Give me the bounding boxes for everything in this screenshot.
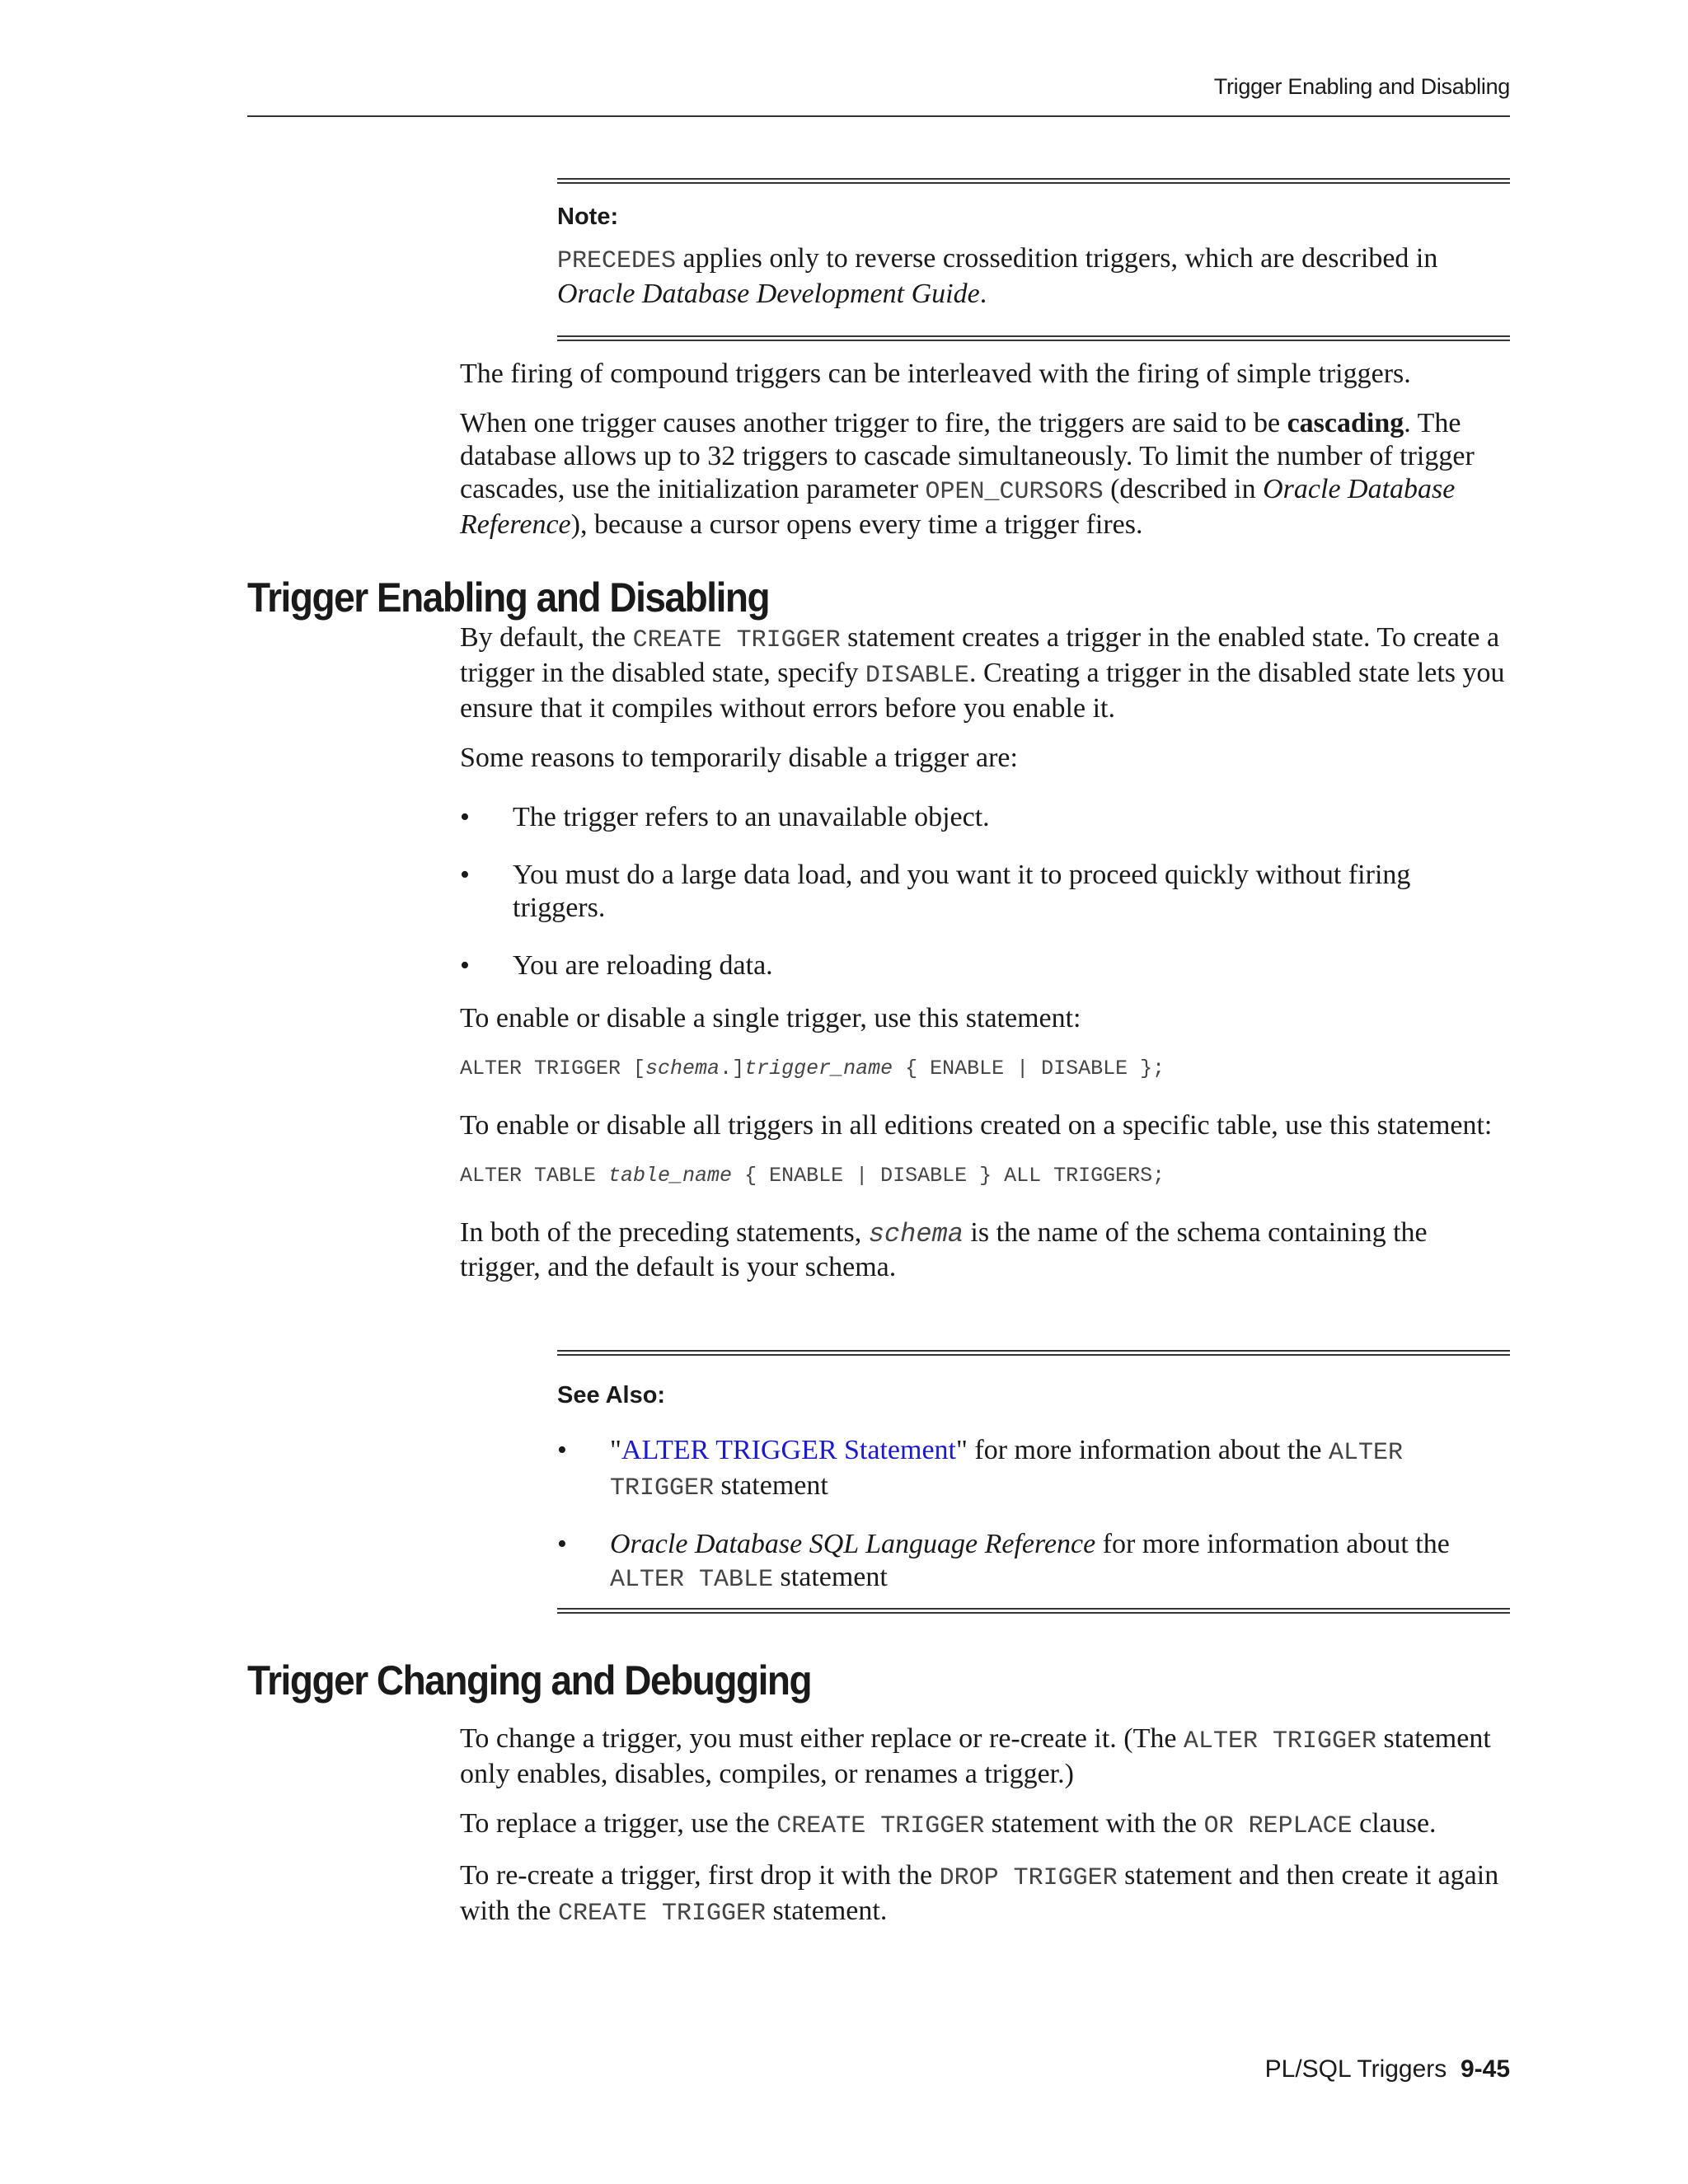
- intro-p2-c: (described in: [1103, 474, 1264, 504]
- code-disable: DISABLE: [865, 662, 969, 690]
- note-text-body: applies only to reverse crossedition triggers, which are described in: [676, 243, 1438, 274]
- s1-paragraph-2: Some reasons to temporarily disable a trigger are:: [460, 743, 1018, 773]
- s2-p1-a: To change a trigger, you must either replace or re-create it. (The: [460, 1723, 1184, 1754]
- running-header: Trigger Enabling and Disabling: [1213, 74, 1510, 99]
- note-text-end: .: [979, 279, 987, 309]
- code-open-cursors: OPEN_CURSORS: [925, 478, 1104, 506]
- see-also-item1-end: statement: [714, 1470, 828, 1501]
- s2-p2-b: statement with the: [984, 1808, 1204, 1839]
- note-book-title: Oracle Database Development Guide: [557, 279, 980, 309]
- code-or-replace: OR REPLACE: [1203, 1812, 1353, 1840]
- s1-paragraph-5: [460, 1216, 1510, 1284]
- see-also-item2-text: for more information about the: [1095, 1529, 1450, 1559]
- note-title: Note:: [557, 204, 619, 230]
- code-create-trigger: CREATE TRIGGER: [632, 626, 841, 654]
- s1-paragraph-3: To enable or disable a single trigger, use this statement:: [460, 1003, 1081, 1033]
- note-text: [557, 242, 1497, 311]
- s2-p3-a: To re-create a trigger, first drop it with the: [460, 1860, 940, 1891]
- code-schema: schema: [868, 1219, 964, 1249]
- note-box: [557, 178, 1510, 341]
- intro-p2-b: . The database allows up to 32 triggers to cascade simultaneously. To limit the number of trigger cascades, use the initialization parameter: [460, 408, 1475, 504]
- s2-paragraph-2: [460, 1807, 1510, 1843]
- intro-paragraph-2: [460, 407, 1510, 541]
- header-rule: [247, 115, 1510, 117]
- code-create-trigger: CREATE TRIGGER: [776, 1812, 985, 1840]
- code-alter-trigger: [460, 1057, 1510, 1081]
- bullet-marker: •: [557, 1529, 567, 1559]
- bullet-marker: •: [460, 802, 470, 832]
- footer-chapter: PL/SQL Triggers: [1264, 2055, 1447, 2083]
- list-item: [460, 801, 1510, 834]
- intro-p2-d: ), because a cursor opens every time a trigger fires.: [570, 509, 1143, 540]
- heading-changing-debugging: Trigger Changing and Debugging: [247, 1657, 812, 1704]
- see-also-item1-text: for more information about the: [967, 1435, 1329, 1465]
- code-alter-table: ALTER TABLE: [610, 1566, 774, 1594]
- list-item-text: You are reloading data.: [513, 950, 773, 981]
- reasons-list: [460, 801, 1510, 982]
- section-changing-debugging: [460, 1722, 1510, 1930]
- intro-p2-a: When one trigger causes another trigger to fire, the triggers are said to be: [460, 408, 1287, 438]
- s1-p1-b: statement creates a trigger in the enabled state. To create a trigger in the disabled state, specify: [460, 622, 1500, 688]
- book-sql-language-reference: Oracle Database SQL Language Reference: [610, 1529, 1096, 1559]
- list-item-text: The trigger refers to an unavailable object.: [513, 802, 990, 832]
- s2-paragraph-3: [460, 1859, 1510, 1930]
- s2-p2-c: clause.: [1352, 1808, 1437, 1839]
- code1-schema: schema: [645, 1057, 720, 1080]
- s2-p1-b: statement only enables, disables, compiles, or renames a trigger.): [460, 1723, 1491, 1789]
- code2-a: ALTER TABLE: [460, 1164, 609, 1188]
- heading-enabling-disabling: Trigger Enabling and Disabling: [247, 574, 770, 621]
- intro-section: [460, 358, 1510, 541]
- book-database-reference: Oracle Database Reference: [460, 474, 1456, 540]
- code-alter-trigger: ALTER TRIGGER: [610, 1439, 1403, 1502]
- code1-trigger-name: trigger_name: [744, 1057, 893, 1080]
- see-also-item2-end: statement: [773, 1562, 888, 1592]
- s1-p1-a: By default, the: [460, 622, 633, 653]
- s1-paragraph-4: To enable or disable all triggers in all editions created on a specific table, use this statement:: [460, 1110, 1493, 1141]
- quote-open: ": [610, 1435, 621, 1465]
- code1-a: ALTER TRIGGER [: [460, 1057, 646, 1080]
- code-create-trigger: CREATE TRIGGER: [557, 1900, 767, 1928]
- intro-paragraph-1: The firing of compound triggers can be interleaved with the firing of simple triggers.: [460, 359, 1411, 389]
- quote-close: ": [955, 1435, 968, 1465]
- see-also-box: [557, 1350, 1510, 1614]
- bullet-marker: •: [460, 950, 470, 981]
- note-code: PRECEDES: [557, 247, 677, 275]
- list-item: [557, 1528, 1497, 1596]
- link-alter-trigger-statement[interactable]: ALTER TRIGGER Statement: [621, 1435, 956, 1465]
- code2-table-name: table_name: [608, 1164, 733, 1188]
- s1-p5-a: In both of the preceding statements,: [460, 1217, 869, 1248]
- list-item: [557, 1434, 1497, 1505]
- term-cascading: cascading: [1287, 408, 1404, 438]
- s2-p2-a: To replace a trigger, use the: [460, 1808, 777, 1839]
- code1-c: { ENABLE | DISABLE };: [893, 1057, 1165, 1080]
- see-also-list: [557, 1434, 1497, 1596]
- s1-p5-b: is the name of the schema containing the trigger, and the default is your schema.: [460, 1217, 1428, 1282]
- bullet-marker: •: [460, 860, 470, 890]
- s2-paragraph-1: [460, 1722, 1510, 1791]
- s2-p3-b: statement and then create it again with the: [460, 1860, 1499, 1926]
- bullet-marker: •: [557, 1435, 567, 1465]
- code-alter-table: [460, 1164, 1510, 1188]
- code2-b: { ENABLE | DISABLE } ALL TRIGGERS;: [732, 1164, 1165, 1188]
- page-number: 9-45: [1460, 2055, 1510, 2083]
- section-enabling-disabling: [460, 621, 1510, 1284]
- s1-p1-c: . Creating a trigger in the disabled state lets you ensure that it compiles without errors before you enable it.: [460, 658, 1505, 724]
- s2-p3-c: statement.: [766, 1896, 888, 1926]
- list-item: [460, 949, 1510, 982]
- code1-b: .]: [720, 1057, 745, 1080]
- code-drop-trigger: DROP TRIGGER: [939, 1864, 1118, 1892]
- page-footer: [0, 2055, 1510, 2083]
- list-item: [460, 859, 1510, 925]
- s1-paragraph-1: [460, 621, 1510, 725]
- see-also-title: See Also:: [557, 1382, 666, 1408]
- code-alter-trigger: ALTER TRIGGER: [1183, 1727, 1376, 1755]
- list-item-text: You must do a large data load, and you want it to proceed quickly without firing triggers.: [513, 860, 1411, 923]
